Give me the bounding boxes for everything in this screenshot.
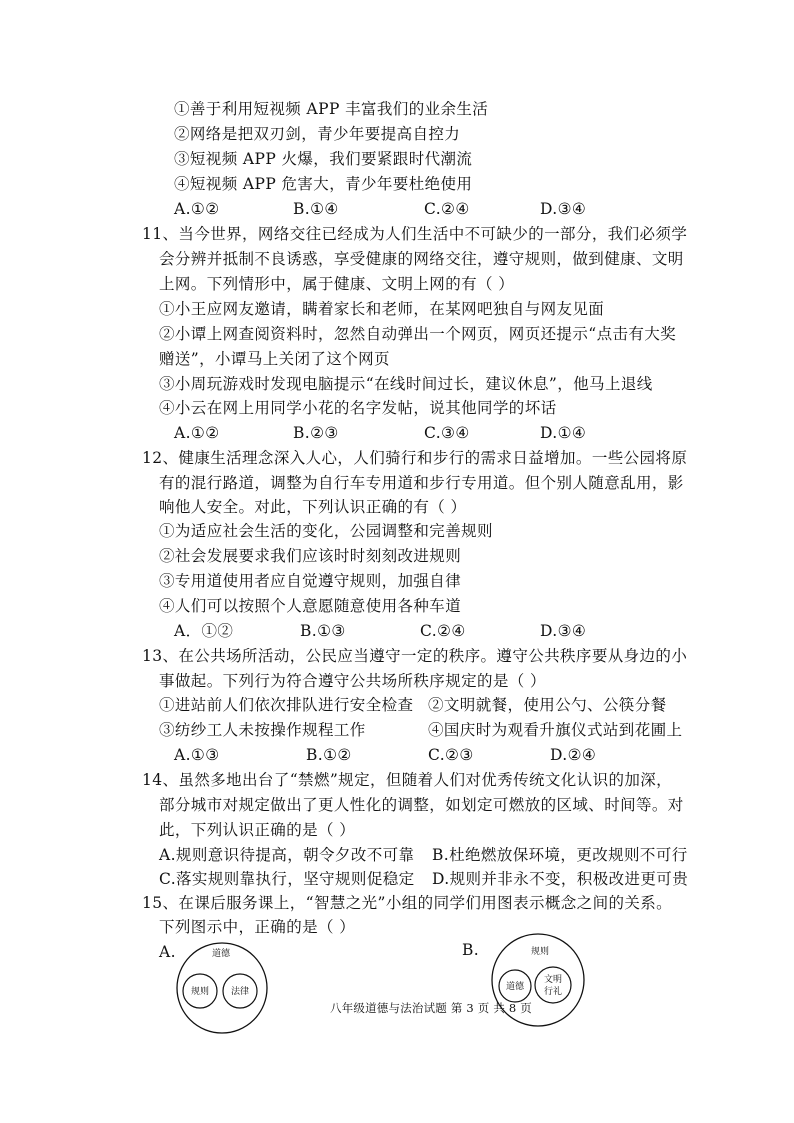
q13-stem-line-2: 事做起。下列行为符合遵守公共场所秩序规定的是（ ） [159,672,546,690]
q12-stem-line-2: 有的混行路道，调整为自行车专用道和步行专用道。但个别人随意乱用，影 [159,474,684,492]
q12-item-2: ②社会发展要求我们应该时时刻刻改进规则 [159,547,462,565]
q15-diagram-b-right-circle [535,967,571,1003]
q10-item-1: ①善于利用短视频 APP 丰富我们的业余生活 [174,100,489,118]
q14-option-b: B.杜绝燃放保环境，更改规则不可行 [432,846,688,864]
q12-item-4: ④人们可以按照个人意愿随意使用各种车道 [159,597,462,615]
q15-stem-line-2: 下列图示中，正确的是（ ） [159,918,356,936]
q10-option-d: D.③④ [540,200,587,218]
q14-stem-line-3: 此，下列认识正确的是（ ） [159,821,356,839]
q15-option-a-label: A. [159,943,176,961]
q13-item-4: ④国庆时为观看升旗仪式站到花圃上 [428,721,683,739]
q10-item-4: ④短视频 APP 危害大，青少年要杜绝使用 [174,175,473,193]
q10-item-2: ②网络是把双刃剑，青少年要提高自控力 [174,125,461,143]
page-footer: 八年级道德与法治试题 第 3 页 共 8 页 [330,1001,532,1015]
q15-diagram-b-right-label-line-2: 行礼 [543,987,563,997]
q11-option-a: A.①② [174,424,220,442]
q12-stem-line-3: 响他人安全。对此，下列认识正确的有（ ） [159,498,467,516]
q12-stem-line-1: 12、健康生活理念深入人心，人们骑行和步行的需求日益增加。一些公园将原 [142,449,688,467]
q13-option-c: C.②③ [428,746,474,764]
q13-item-1: ①进站前人们依次排队进行安全检查 [159,696,414,714]
q10-option-c: C.②④ [424,200,470,218]
q12-option-c: C.②④ [420,622,466,640]
q15-diagram-a-outer-label: 道德 [211,949,231,959]
q12-item-1: ①为适应社会生活的变化，公园调整和完善规则 [159,522,493,540]
q15-diagram-a-left-label: 规则 [190,987,210,997]
q13-option-d: D.②④ [550,746,597,764]
q10-option-a: A.①② [174,200,220,218]
q14-option-d: D.规则并非永不变，积极改进更可贵 [432,870,689,888]
q11-item-2-cont: 赠送”，小谭马上关闭了这个网页 [159,350,390,368]
q15-diagram-b-left-label: 道德 [505,982,525,992]
q11-stem-line-3: 上网。下列情形中，属于健康、文明上网的有（ ） [159,275,515,293]
q11-item-4: ④小云在网上用同学小花的名字发帖，说其他同学的坏话 [159,399,557,417]
q13-item-3: ③纺纱工人未按操作规程工作 [159,721,366,739]
q13-stem-line-1: 13、在公共场所活动，公民应当遵守一定的秩序。遵守公共秩序要从身边的小 [142,647,688,665]
q15-diagram-b-outer-label: 规则 [530,947,550,957]
q11-option-c: C.③④ [424,424,470,442]
q11-option-d: D.①④ [540,424,587,442]
q11-stem-line-1: 11、当今世界，网络交往已经成为人们生活中不可缺少的一部分，我们必须学 [142,225,688,243]
q14-option-a: A.规则意识待提高，朝令夕改不可靠 [159,846,415,864]
q14-stem-line-1: 14、虽然多地出台了“禁燃”规定，但随着人们对优秀传统文化认识的加深， [142,771,673,789]
q11-item-3: ③小周玩游戏时发现电脑提示“在线时间过长，建议休息”，他马上退线 [159,375,653,393]
q13-item-2: ②文明就餐，使用公勺、公筷分餐 [428,696,667,714]
q13-option-b: B.①② [306,746,352,764]
q13-option-a: A.①③ [174,746,220,764]
q15-stem-line-1: 15、在课后服务课上，“智慧之光”小组的同学们用图表示概念之间的关系。 [142,894,673,912]
q12-option-a: A．①② [174,622,234,640]
q14-stem-line-2: 部分城市对规定做出了更人性化的调整，如划定可燃放的区域、时间等。对 [159,796,684,814]
q11-item-1: ①小王应网友邀请，瞒着家长和老师，在某网吧独自与网友见面 [159,300,605,318]
q10-item-3: ③短视频 APP 火爆，我们要紧跟时代潮流 [174,150,473,168]
q14-option-c: C.落实规则靠执行，坚守规则促稳定 [159,870,415,888]
q12-option-d: D.③④ [540,622,587,640]
q15-diagram-a [174,938,274,1038]
q11-option-b: B.②③ [293,424,339,442]
q15-option-b-label: B. [462,941,480,959]
q12-item-3: ③专用道使用者应自觉遵守规则，加强自律 [159,572,462,590]
q11-item-2: ②小谭上网查阅资料时，忽然自动弹出一个网页，网页还提示“点击有大奖 [159,325,677,343]
q11-stem-line-2: 会分辨并抵制不良诱惑，享受健康的网络交往，遵守规则，做到健康、文明 [159,250,684,268]
q15-diagram-a-right-label: 法律 [230,987,250,997]
q10-option-b: B.①④ [293,200,339,218]
q12-option-b: B.①③ [300,622,346,640]
q15-diagram-b-right-label-line-1: 文明 [543,975,563,985]
